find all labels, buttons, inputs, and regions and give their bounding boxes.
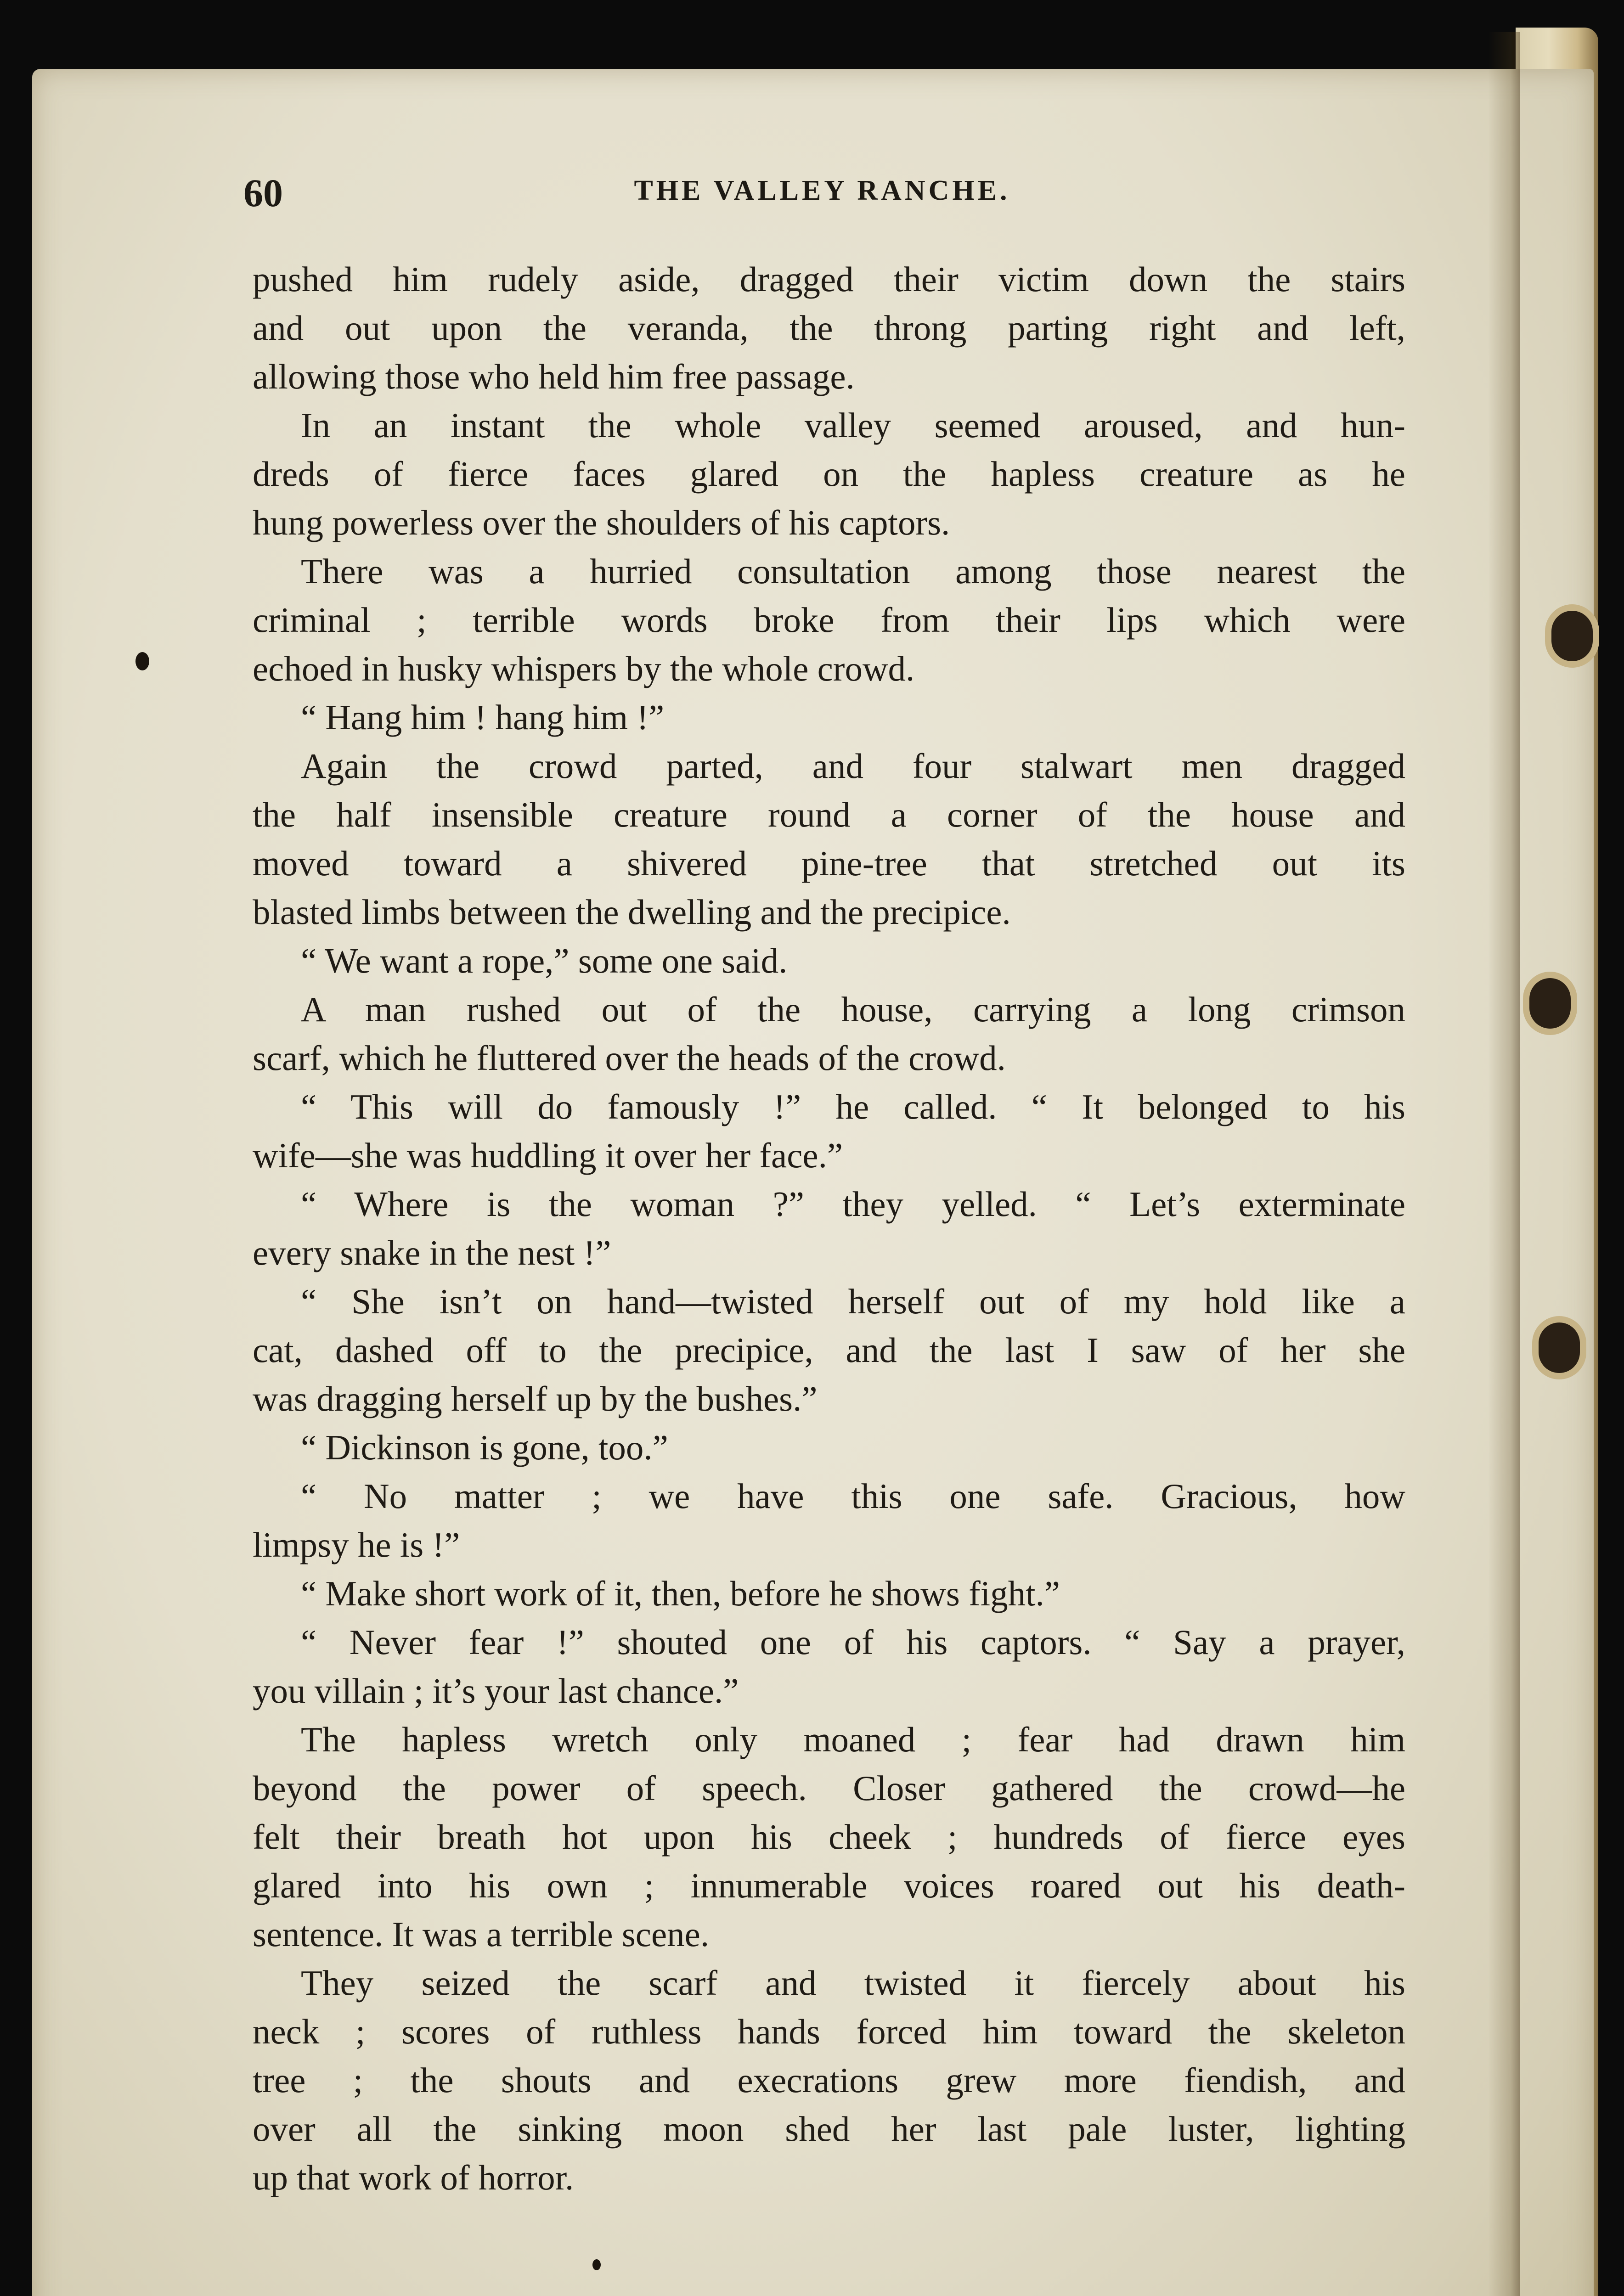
text-line: dreds of fierce faces glared on the hapless creature as he	[253, 454, 1405, 494]
page-header	[243, 165, 1401, 220]
text-line: “ Hang him ! hang him !”	[301, 698, 665, 737]
text-line: the half insensible creature round a corner of the house and	[253, 795, 1405, 834]
text-line: criminal ; terrible words broke from their lips which were	[253, 600, 1405, 640]
text-line: and out upon the veranda, the throng parting right and left,	[253, 308, 1405, 348]
text-line: echoed in husky whispers by the whole crowd.	[253, 649, 915, 688]
binding-hole-top	[1551, 611, 1593, 661]
text-line: moved toward a shivered pine-tree that stretched out its	[253, 844, 1405, 883]
text-line: was dragging herself up by the bushes.”	[253, 1379, 818, 1418]
running-title: THE VALLEY RANCHE.	[634, 175, 1010, 206]
text-line: scarf, which he fluttered over the heads of the crowd.	[253, 1038, 1006, 1078]
ink-speck	[135, 652, 149, 670]
body-text	[253, 255, 1405, 2202]
page-number: 60	[243, 171, 283, 215]
text-line: cat, dashed off to the precipice, and the last I saw of her she	[253, 1330, 1405, 1370]
text-line: pushed him rudely aside, dragged their victim down the stairs	[253, 259, 1405, 299]
text-line: felt their breath hot upon his cheek ; hundreds of fierce eyes	[253, 1817, 1405, 1857]
text-line: In an instant the whole valley seemed aroused, and hun-	[301, 405, 1405, 445]
text-line: “ We want a rope,” some one said.	[301, 941, 788, 980]
binding-hole-middle	[1529, 978, 1571, 1029]
text-line: every snake in the nest !”	[253, 1233, 611, 1272]
text-line: beyond the power of speech. Closer gathered the crowd—he	[253, 1768, 1405, 1808]
text-line: “ She isn’t on hand—twisted herself out of my hold like a	[301, 1282, 1405, 1321]
text-line: up that work of horror.	[253, 2158, 574, 2197]
text-line: “ No matter ; we have this one safe. Gracious, how	[301, 1476, 1405, 1516]
text-line: neck ; scores of ruthless hands forced him toward the skeleton	[253, 2012, 1405, 2051]
text-line: The hapless wretch only moaned ; fear had drawn him	[301, 1720, 1405, 1759]
spine-shadow	[1488, 32, 1520, 2296]
text-line: over all the sinking moon shed her last pale luster, lighting	[253, 2109, 1405, 2149]
text-line: allowing those who held him free passage.	[253, 357, 855, 396]
ink-speck	[592, 2259, 601, 2270]
text-line: limpsy he is !”	[253, 1525, 460, 1564]
text-line: Again the crowd parted, and four stalwart men dragged	[301, 746, 1405, 786]
text-line: “ Dickinson is gone, too.”	[301, 1428, 668, 1467]
text-line: “ Where is the woman ?” they yelled. “ Let’s exterminate	[301, 1184, 1405, 1224]
text-line: you villain ; it’s your last chance.”	[253, 1671, 739, 1711]
text-line: sentence. It was a terrible scene.	[253, 1914, 710, 1954]
binding-hole-bottom	[1539, 1322, 1580, 1373]
text-line: “ Make short work of it, then, before he shows fight.”	[301, 1574, 1060, 1613]
text-line: tree ; the shouts and execrations grew more fiendish, and	[253, 2060, 1405, 2100]
text-line: blasted limbs between the dwelling and the precipice.	[253, 892, 1011, 932]
text-line: hung powerless over the shoulders of his captors.	[253, 503, 950, 542]
text-line: glared into his own ; innumerable voices roared out his death-	[253, 1866, 1405, 1905]
text-line: They seized the scarf and twisted it fiercely about his	[301, 1963, 1405, 2003]
text-line: A man rushed out of the house, carrying a long crimson	[301, 990, 1405, 1029]
text-line: There was a hurried consultation among those nearest the	[301, 551, 1405, 591]
text-line: wife—she was huddling it over her face.”	[253, 1136, 843, 1175]
text-line: “ This will do famously !” he called. “ It belonged to his	[301, 1087, 1405, 1126]
text-line: “ Never fear !” shouted one of his captors. “ Say a prayer,	[301, 1622, 1405, 1662]
